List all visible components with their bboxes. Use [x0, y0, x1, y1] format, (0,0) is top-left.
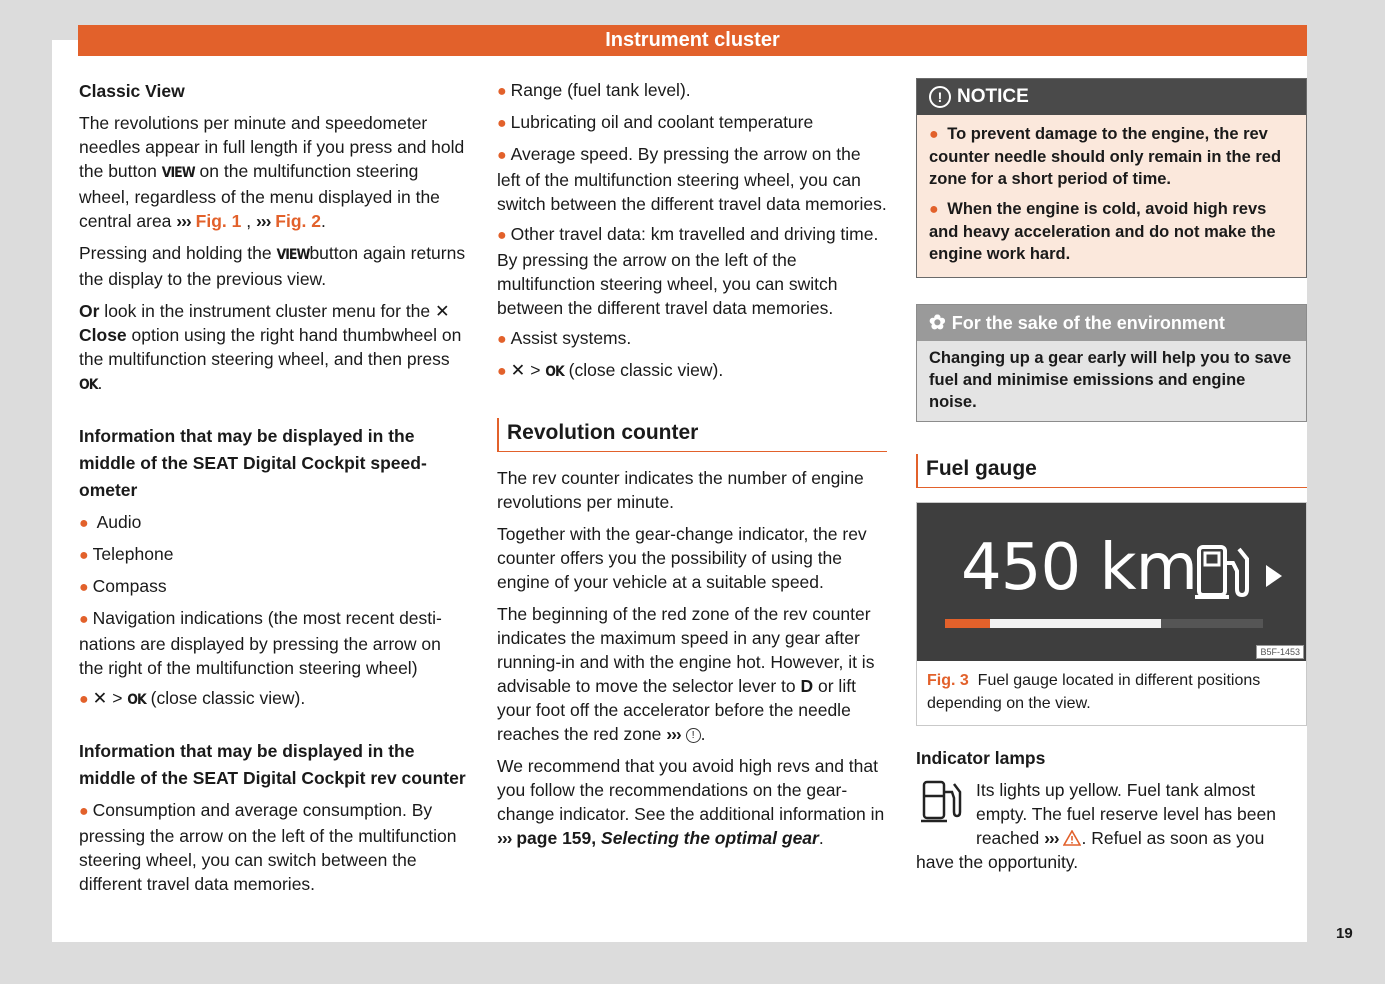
- arrows-icon: ›››: [176, 211, 191, 231]
- notice-item: [929, 198, 1294, 265]
- heading-revolution-counter: Revolution counter: [497, 418, 887, 452]
- heading-fuel-gauge: Fuel gauge: [916, 454, 1307, 488]
- range-display: 450 km: [961, 531, 1197, 605]
- list-item: [79, 574, 469, 600]
- ok-button-label: OK: [545, 364, 564, 380]
- text: Consumption and average consumption. By pressing the arrow on the left of the multifunction steering wheel, you can switch between the different travel data memories.: [79, 800, 457, 894]
- text: Other travel data: km travelled and driving time. By pressing the arrow on the left of the multifunction steering wheel, you can switch between the different travel data memories.: [497, 224, 879, 318]
- list-item: [79, 606, 469, 680]
- close-icon: ✕: [435, 301, 450, 321]
- text: Close: [79, 325, 127, 345]
- text: When the engine is cold, avoid high revs and heavy acceleration and do not make the engine work hard.: [929, 200, 1276, 263]
- text: Range (fuel tank level).: [510, 80, 691, 100]
- text: Or: [79, 301, 100, 321]
- bullet-icon: ●: [929, 126, 939, 143]
- fig2-link[interactable]: Fig. 2: [275, 211, 321, 231]
- bullet-icon: ●: [497, 331, 507, 348]
- arrows-icon: ›››: [1044, 828, 1059, 848]
- text: option using the right hand thumbwheel on the multifunction steering wheel, and then press: [79, 325, 462, 369]
- close-icon: ✕: [92, 688, 108, 708]
- figure-code: B5F-1453: [1256, 645, 1304, 659]
- bullet-icon: ●: [79, 611, 89, 628]
- fuel-pump-icon: [1195, 541, 1257, 603]
- notice-header: [917, 79, 1306, 115]
- bullet-icon: ●: [497, 83, 507, 100]
- text: Pressing and holding the: [79, 243, 277, 263]
- flower-icon: ✿: [929, 312, 946, 334]
- bullet-icon: ●: [497, 115, 507, 132]
- list-item: [79, 798, 469, 896]
- text: To prevent damage to the engine, the rev counter needle should only remain in the red zone for a short period of time.: [929, 125, 1282, 188]
- text: look in the instrument cluster menu for the: [99, 301, 436, 321]
- text: (close classic view).: [563, 360, 724, 380]
- view-button-label: VIEW: [161, 165, 195, 181]
- arrows-icon: ›››: [497, 828, 512, 848]
- text: .: [97, 373, 103, 393]
- text: Lubricating oil and coolant temperature: [510, 112, 814, 132]
- figure-label: Fig. 3: [927, 672, 969, 689]
- text: Navigation indications (the most recent destinations are displayed by pressing the arrow on the right of the multifunction steering wheel): [79, 608, 442, 678]
- environment-title: For the sake of the environment: [951, 313, 1225, 333]
- notice-item: [929, 123, 1294, 190]
- text: or lift your foot off the accelerator before the needle reaches the red zone: [497, 676, 856, 744]
- paragraph: [79, 241, 469, 291]
- subheading-indicator-lamps: Indicator lamps: [916, 748, 1046, 768]
- text: The revolutions per minute and speedometer needles appear in full length if you press and hold the button: [79, 113, 465, 181]
- list-item: [79, 510, 469, 536]
- paragraph: [497, 754, 887, 850]
- ok-button-label: OK: [79, 377, 98, 393]
- text: Telephone: [92, 544, 174, 564]
- list-item: [497, 222, 887, 320]
- text: >: [107, 688, 128, 708]
- environment-body: Changing up a gear early will help you to save fuel and minimise emissions and engine noise.: [917, 341, 1306, 421]
- bullet-icon: ●: [929, 201, 939, 218]
- fig1-link[interactable]: Fig. 1: [195, 211, 242, 231]
- fuel-bar-track: [945, 619, 1263, 628]
- close-icon: ✕: [510, 360, 526, 380]
- column-1: [79, 79, 469, 902]
- paragraph: The rev counter indicates the number of engine revolutions per minute.: [497, 468, 864, 512]
- column-3: [916, 78, 1307, 874]
- text: D: [800, 676, 814, 696]
- bullet-icon: ●: [79, 691, 89, 708]
- bullet-icon: ●: [79, 547, 89, 564]
- heading-classic-view: Classic View: [79, 81, 185, 101]
- figure-fuel-gauge: [916, 502, 1307, 726]
- column-2: [497, 78, 887, 858]
- paragraph: [497, 602, 887, 746]
- text: Assist systems.: [510, 328, 632, 348]
- list-item: [497, 358, 887, 384]
- list-item: [497, 110, 887, 136]
- page-link[interactable]: page 159,: [516, 828, 597, 848]
- ok-button-label: OK: [127, 692, 146, 708]
- bullet-icon: ●: [79, 803, 89, 820]
- text: We recommend that you avoid high revs and that you follow the recommendations on the gear-change indicator. See the additional information in: [497, 756, 885, 824]
- environment-box: [916, 304, 1307, 422]
- bullet-icon: ●: [79, 515, 89, 532]
- paragraph: [79, 111, 469, 233]
- list-item: [497, 142, 887, 216]
- page-number: 19: [1336, 925, 1353, 942]
- notice-ref-icon[interactable]: !: [686, 728, 701, 743]
- text: Compass: [92, 576, 167, 596]
- text: Fuel gauge located in different positions depending on the view.: [927, 672, 1261, 712]
- text: >: [525, 360, 546, 380]
- warning-triangle-icon[interactable]: [1063, 830, 1081, 846]
- bullet-icon: ●: [497, 147, 507, 164]
- view-button-label: VIEW: [276, 247, 310, 263]
- list-item: [497, 78, 887, 104]
- notice-title: NOTICE: [957, 86, 1029, 107]
- text: ,: [241, 211, 256, 231]
- paragraph: Together with the gear-change indicator, the rev counter offers you the possibility of using the engine of your vehicle at a suitable speed.: [497, 524, 867, 592]
- figure-caption: [917, 661, 1306, 725]
- text: The beginning of the red zone of the rev counter indicates the maximum speed in any gear after running-in and with the engine hot. However, it is advisable to move the selector lever to: [497, 604, 875, 696]
- subheading-rev-counter: Information that may be displayed in the middle of the SEAT Digital Cockpit rev counter: [79, 741, 466, 788]
- text: Audio: [96, 512, 142, 532]
- indicator-lamp-entry: [916, 778, 1307, 874]
- text: .: [700, 724, 706, 744]
- reserve-bar-fill: [945, 619, 990, 628]
- arrow-right-icon: [1264, 563, 1284, 589]
- notice-body: [917, 115, 1306, 277]
- arrows-icon: ›››: [666, 724, 681, 744]
- paragraph: [79, 299, 469, 397]
- page-link-title[interactable]: Selecting the optimal gear: [601, 828, 819, 848]
- arrows-icon: ›››: [255, 211, 271, 231]
- bullet-icon: ●: [497, 227, 507, 244]
- text: . Refuel as soon as you have the opportunity.: [916, 828, 1265, 872]
- fuel-lamp-icon: [920, 778, 964, 826]
- text: Its lights up yellow. Fuel tank almost empty. The fuel reserve level has been reached: [976, 780, 1276, 848]
- list-item: [79, 686, 469, 712]
- list-item: [497, 326, 887, 352]
- text: .: [818, 828, 824, 848]
- text: on the multifunction steering wheel, regardless of the menu displayed in the central area: [79, 161, 440, 231]
- notice-box: [916, 78, 1307, 278]
- text: (close classic view).: [145, 688, 306, 708]
- section-title: Instrument cluster: [78, 25, 1307, 56]
- bullet-icon: ●: [79, 579, 89, 596]
- text: .: [321, 211, 326, 231]
- subheading-speedometer: Information that may be displayed in the middle of the SEAT Digital Cockpit speedometer: [79, 426, 427, 500]
- text: button again returns the display to the previous view.: [79, 243, 466, 289]
- bullet-icon: ●: [497, 363, 507, 380]
- fuel-gauge-image: [917, 503, 1306, 661]
- exclamation-circle-icon: !: [929, 86, 951, 108]
- text: Average speed. By pressing the arrow on the left of the multifunction steering wheel, you can switch between the different travel data memories.: [497, 144, 887, 214]
- list-item: [79, 542, 469, 568]
- environment-header: [917, 305, 1306, 341]
